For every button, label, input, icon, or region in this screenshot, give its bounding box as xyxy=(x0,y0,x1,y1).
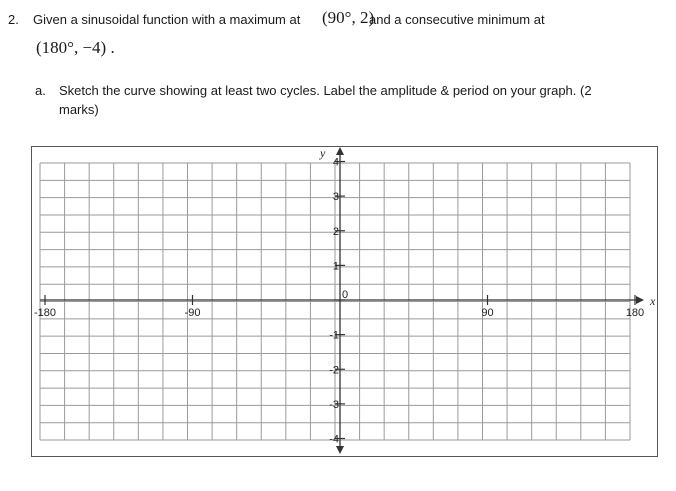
y-axis-arrow-up xyxy=(336,147,344,155)
x-tick-label: -180 xyxy=(33,307,57,319)
x-tick-label: 180 xyxy=(625,307,645,319)
part-a-instructions-line2: marks) xyxy=(59,102,99,117)
y-axis-arrow-down xyxy=(336,446,344,454)
x-axis-arrow xyxy=(636,296,644,304)
minimum-point: (180°, −4) . xyxy=(36,38,115,57)
x-tick-label: -90 xyxy=(184,307,201,319)
maximum-point: (90°, 2) xyxy=(322,8,375,27)
question-text-end: and a consecutive minimum at xyxy=(369,12,545,27)
y-tick-label: 2 xyxy=(332,225,339,238)
y-tick-label: -1 xyxy=(329,329,339,342)
x-axis-label: x xyxy=(650,294,656,308)
y-axis-label: y xyxy=(320,146,326,160)
y-tick-label: -4 xyxy=(329,433,339,446)
question-number: 2. xyxy=(8,12,19,27)
y-tick-label: 1 xyxy=(332,260,339,273)
y-tick-label: -3 xyxy=(329,398,339,411)
y-tick-label: 0 xyxy=(342,289,349,301)
part-a-instructions-line1: Sketch the curve showing at least two cycles. Label the amplitude & period on your graph. (2 xyxy=(59,83,592,98)
x-tick-label: 90 xyxy=(481,307,494,319)
y-tick-label: -2 xyxy=(329,364,339,377)
y-tick-label: 3 xyxy=(332,191,339,204)
question-text-start: Given a sinusoidal function with a maximum at xyxy=(33,12,301,27)
part-a-letter: a. xyxy=(35,83,46,98)
y-tick-label: 4 xyxy=(332,156,339,169)
